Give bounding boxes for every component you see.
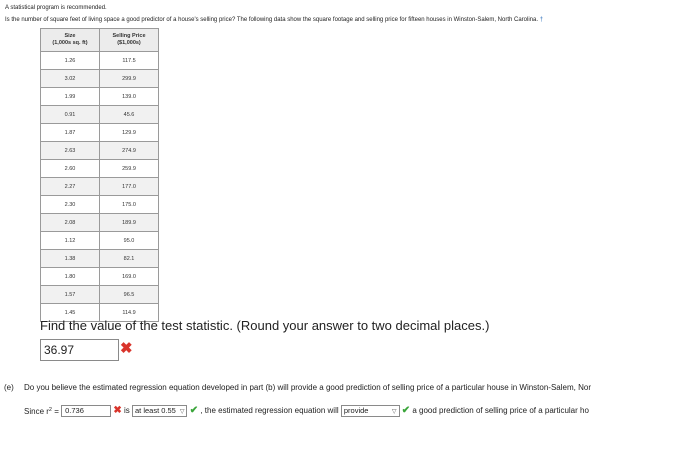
size-cell: 1.87	[41, 124, 100, 142]
size-cell: 0.91	[41, 106, 100, 124]
size-header-line2: (1,000s sq. ft)	[52, 40, 88, 46]
price-cell: 189.9	[100, 214, 159, 232]
size-cell: 2.08	[41, 214, 100, 232]
table-row	[41, 268, 159, 286]
price-cell: 95.0	[100, 232, 159, 250]
table-row	[41, 124, 159, 142]
table-row	[41, 286, 159, 304]
price-cell: 175.0	[100, 196, 159, 214]
price-cell: 82.1	[100, 250, 159, 268]
size-cell: 1.12	[41, 232, 100, 250]
data-table	[40, 28, 159, 322]
size-cell: 1.45	[41, 304, 100, 322]
size-cell: 1.38	[41, 250, 100, 268]
middle-text: , the estimated regression equation will	[200, 406, 339, 415]
question-text	[5, 17, 543, 23]
table-row	[41, 88, 159, 106]
part-e-text: Do you believe the estimated regression equation developed in part (b) will provide a good prediction of selling price of a particular house in Winston-Salem, Nor	[24, 383, 591, 392]
size-cell: 1.99	[41, 88, 100, 106]
table-row	[41, 160, 159, 178]
price-cell: 139.0	[100, 88, 159, 106]
size-cell: 1.57	[41, 286, 100, 304]
footnote-marker[interactable]: †	[539, 17, 544, 23]
price-header	[100, 29, 159, 52]
table-row	[41, 250, 159, 268]
table-row	[41, 106, 159, 124]
incorrect-x-icon: ✖	[120, 340, 133, 357]
equals-sign: =	[54, 407, 59, 416]
size-header	[41, 29, 100, 52]
test-statistic-prompt: Find the value of the test statistic. (Round your answer to two decimal places.)	[40, 318, 490, 333]
since-sentence	[24, 404, 589, 418]
table-row	[41, 70, 159, 88]
size-cell: 2.27	[41, 178, 100, 196]
size-cell: 1.80	[41, 268, 100, 286]
part-e-letter: (e)	[4, 383, 14, 392]
price-cell: 114.9	[100, 304, 159, 322]
since-r-text: Since r	[24, 407, 49, 416]
r-squared-sup: 2	[48, 407, 52, 413]
provide-select-value: provide	[343, 406, 369, 415]
r-squared-input[interactable]: 0.736	[61, 405, 111, 417]
provide-select[interactable]	[341, 405, 400, 417]
table-row	[41, 214, 159, 232]
size-cell: 2.63	[41, 142, 100, 160]
part-e-question	[4, 383, 591, 392]
price-cell: 129.9	[100, 124, 159, 142]
chevron-down-icon: ▽	[391, 409, 397, 415]
recommendation-note: A statistical program is recommended.	[5, 5, 107, 11]
correct-check-icon: ✔	[401, 405, 411, 416]
size-cell: 1.26	[41, 52, 100, 70]
price-cell: 45.6	[100, 106, 159, 124]
price-cell: 177.0	[100, 178, 159, 196]
size-cell: 3.02	[41, 70, 100, 88]
test-statistic-input[interactable]: 36.97	[40, 339, 119, 361]
incorrect-x-icon: ✖	[113, 405, 122, 416]
table-row	[41, 196, 159, 214]
question-body: Is the number of square feet of living space a good predictor of a house's selling price? The following data show the square footage and selling price for fifteen houses in Winston-Salem, North Carolina.	[5, 17, 539, 23]
price-cell: 96.5	[100, 286, 159, 304]
size-header-line1: Size	[64, 33, 76, 39]
price-cell: 169.0	[100, 268, 159, 286]
size-cell: 2.60	[41, 160, 100, 178]
price-cell: 299.9	[100, 70, 159, 88]
table-row	[41, 52, 159, 70]
correct-check-icon: ✔	[189, 405, 199, 416]
table-header-row	[41, 29, 159, 52]
since-label	[24, 404, 59, 418]
price-header-line1: Selling Price	[112, 33, 146, 39]
chevron-down-icon: ▽	[179, 409, 185, 415]
table-row	[41, 232, 159, 250]
price-header-line2: ($1,000s)	[117, 40, 141, 46]
price-cell: 117.5	[100, 52, 159, 70]
size-cell: 2.30	[41, 196, 100, 214]
tail-text: a good prediction of selling price of a particular ho	[412, 406, 589, 415]
price-cell: 274.9	[100, 142, 159, 160]
is-label: is	[123, 406, 130, 415]
threshold-select-value: at least 0.55	[134, 406, 176, 415]
table-row	[41, 178, 159, 196]
table-row	[41, 142, 159, 160]
price-cell: 259.9	[100, 160, 159, 178]
threshold-select[interactable]	[132, 405, 188, 417]
